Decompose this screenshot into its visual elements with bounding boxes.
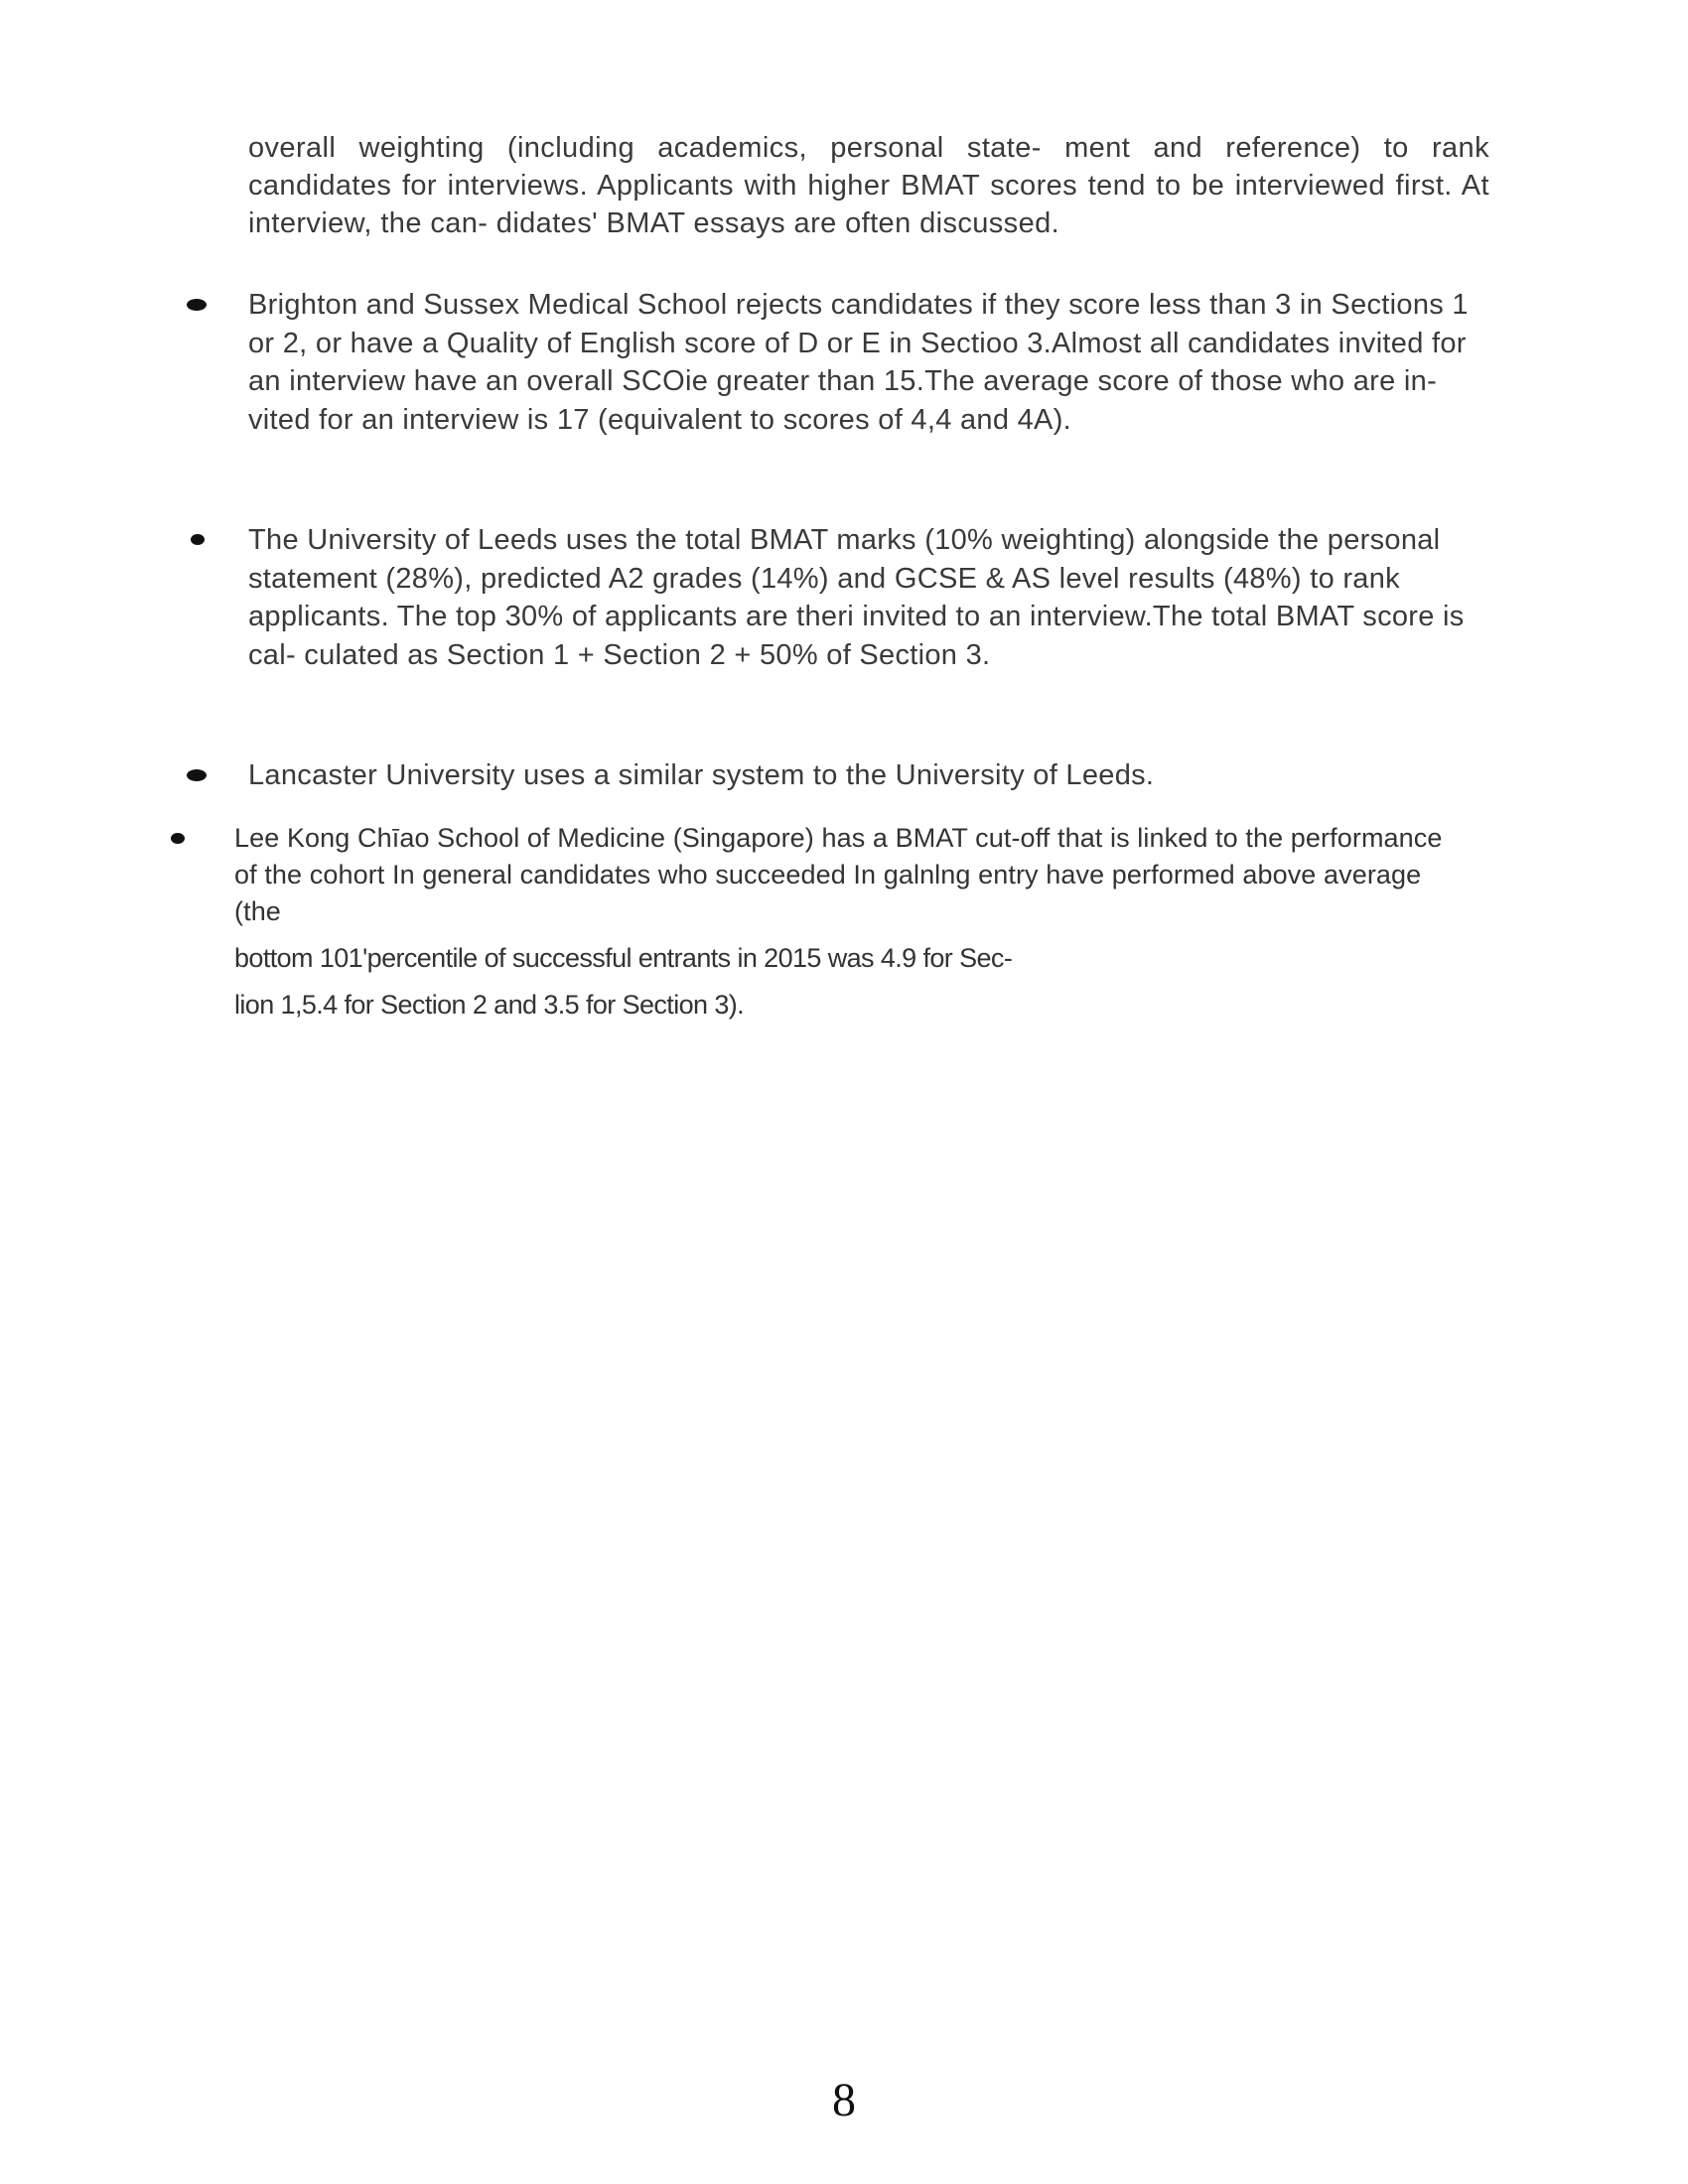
bullet-icon — [187, 769, 207, 781]
page-number: 8 — [832, 2074, 856, 2126]
bullet-text: Brighton and Sussex Medical School rejects candidates if they score less than 3 in Sections 1 or 2, or have a Quality of English score of D or E in Sectioo 3.Almost all candidates invited for an interview have an overall SCOie greater than 15.The average score of those who are in- vited for an interview is 17 (equivalent to scores of 4,4 and 4A). — [248, 289, 1469, 436]
bullet-text: The University of Leeds uses the total BMAT marks (10% weighting) alongside the personal statement (28%), predicted A2 grades (14%) and GCSE & AS level results (48%) to rank applicants. The top 30% of applicants are theri invited to an interview.The total BMAT score is cal- culated as Section 1 + Section 2 + 50% of Section 3. — [248, 524, 1465, 671]
bullet-text: Lancaster University uses a similar system to the University of Leeds. — [248, 759, 1155, 791]
bullet-item-lancaster — [248, 756, 1499, 795]
bullet-icon — [187, 299, 207, 311]
bullet-item-lee-kong-chian — [234, 820, 1461, 1024]
bullet-icon — [191, 534, 205, 545]
bullet-text: Lee Kong Chīao School of Medicine (Singapore) has a BMAT cut-off that is linked to the performance of the cohort In general candidates who succeeded In galnlng entry have performed above average (the — [234, 823, 1443, 926]
bullet-text-continuation: bottom 101'percentile of successful entrants in 2015 was 4.9 for Sec- — [234, 943, 1013, 973]
bullet-item-brighton-sussex — [248, 286, 1499, 439]
bullet-text-continuation: lion 1,5.4 for Section 2 and 3.5 for Section 3). — [234, 990, 745, 1020]
bullet-item-leeds — [248, 521, 1499, 674]
intro-paragraph: overall weighting (including academics, personal state- ment and reference) to rank candidates for interviews. Applicants with higher BMAT scores tend to be interviewed first. At interview, the can- didates' BMAT essays are often discussed. — [248, 132, 1489, 239]
bullet-icon — [171, 833, 185, 844]
